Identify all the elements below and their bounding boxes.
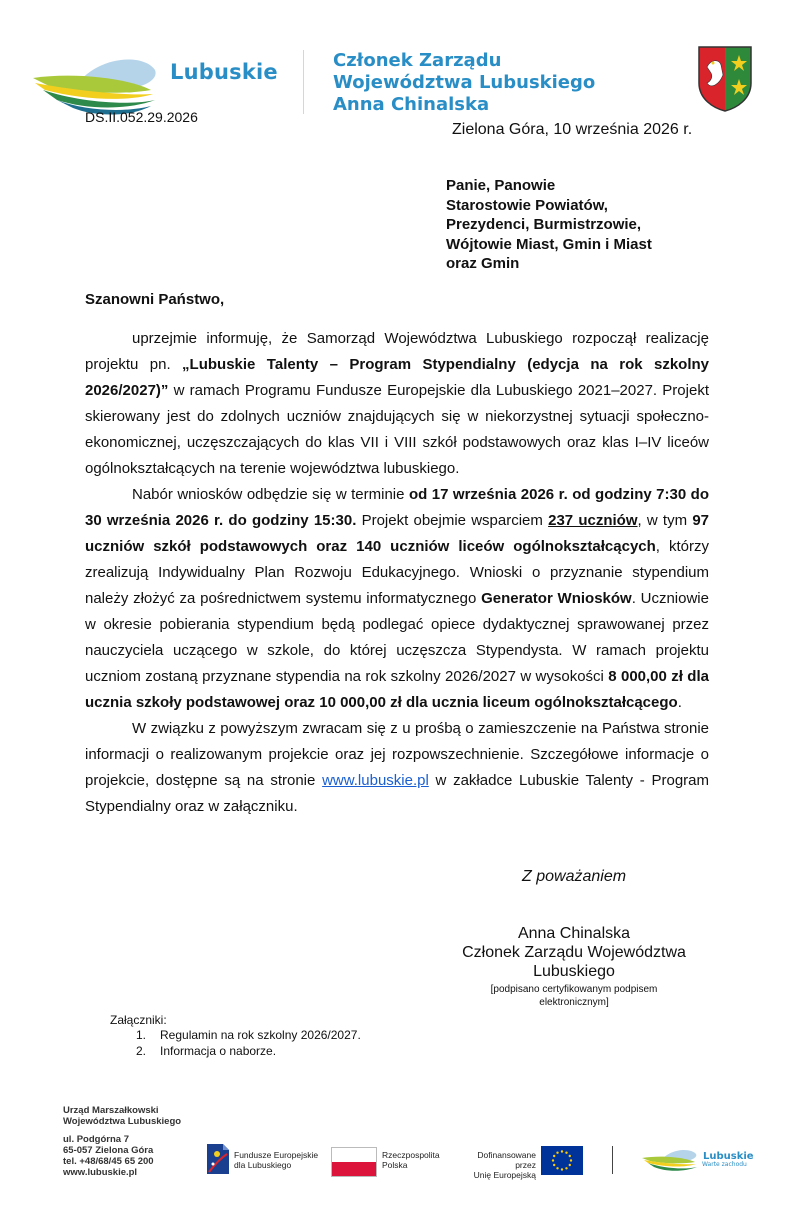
footer-address-line: ul. Podgórna 7 (63, 1134, 129, 1145)
signature-note-line: [podpisano certyfikowanym podpisem (490, 984, 658, 995)
attachments-list (136, 1027, 361, 1059)
text-run: w ramach Programu Fundusze Europejskie dla Lubuskiego 2021–2027. Projekt skierowany jest do zdolnych uczniów znajdujących się w niekorzystnej sytuacji społeczno-ekonomicznej, uczęszczających do klas VII i VIII szkół podstawowych oraz klas I–IV liceów ogólnokształcących na terenie województwa lubuskiego. (85, 382, 709, 477)
text-run: , którzy zrealizują Indywidualny Plan Rozwoju Edukacyjnego. Wnioski o przyznanie stypendium należy złożyć za pośrednictwem systemu informatycznego (85, 538, 709, 607)
footer-office (63, 1105, 181, 1127)
footer-office-line: Województwa Lubuskiego (63, 1116, 182, 1127)
footer-address-line: 65-057 Zielona Góra (63, 1145, 154, 1156)
attachments-label: Załączniki: (110, 1013, 167, 1027)
text-run: Projekt obejmie wsparciem (356, 512, 549, 529)
project-name: „Lubuskie Talenty – Program Stypendialny (edycja na rok szkolny 2026/2027)” (85, 356, 710, 399)
fundusze-europejskie-icon (205, 1142, 231, 1176)
salutation: Szanowni Państwo, (85, 291, 225, 308)
lubuskie-footer-logo-icon (642, 1146, 700, 1176)
paragraph-recruitment (85, 482, 709, 716)
attachment-name: Regulamin na rok szkolny 2026/2027. (160, 1028, 361, 1042)
fe-label-line: dla Lubuskiego (234, 1160, 292, 1170)
recipients-block (446, 176, 652, 274)
eu-cofunding-label (456, 1150, 536, 1180)
header-divider (303, 50, 304, 114)
footer-logo-tagline: Warte zachodu (702, 1161, 747, 1168)
text-run: W związku z powyższym zwracam się z u prośbą o zamieszczenie na Państwa stronie informacji o realizowanym projekcie oraz jej rozpowszechnienie. Szczegółowe informacje o projekcie, dostępne są na stronie (85, 720, 709, 789)
student-breakdown: 97 uczniów szkół podstawowych oraz 140 uczniów liceów ogólnokształcących (85, 512, 709, 555)
signature-note (440, 983, 708, 1009)
footer-logo-wordmark: Lubuskie (703, 1151, 754, 1162)
place-date: Zielona Góra, 10 września 2026 r. (452, 121, 693, 138)
list-item (136, 1027, 361, 1043)
footer-address-line: tel. +48/68/45 65 200 (63, 1156, 154, 1167)
paragraph-request (85, 716, 709, 820)
text-run: . (677, 694, 682, 711)
eu-label-line: Dofinansowane przez (477, 1150, 536, 1170)
rzeczpospolita-label (382, 1150, 440, 1170)
footer-address (63, 1134, 154, 1178)
signature-role: Członek Zarządu Województwa (462, 944, 686, 961)
rp-label-line: Polska (382, 1160, 408, 1170)
text-run: . Uczniowie w okresie pobierania stypendium będą podlegać opiece dydaktycznej sprawowanej przez nauczyciela uczącego w szkole, do której uczęszcza Stypendysta. W ramach projektu uczniom zostaną przyznane stypendia na rok szkolny 2026/2027 w wysokości (85, 590, 709, 685)
list-number: 2. (136, 1044, 147, 1058)
recipient-line: oraz Gmin (446, 255, 520, 272)
text-run: , w tym (637, 512, 693, 529)
scholarship-amounts: 8 000,00 zł dla ucznia szkoły podstawowej oraz 10 000,00 zł dla ucznia liceum ogólnokształcącego (85, 668, 709, 711)
header-title-line: Województwa Lubuskiego (333, 72, 596, 93)
text-run: Nabór wniosków odbędzie się w terminie (132, 486, 409, 503)
text-run: uprzejmie informuję, że Samorząd Województwa Lubuskiego rozpoczął realizację projektu pn. (85, 330, 709, 373)
text-run: w zakładce Lubuskie Talenty - Program Stypendialny oraz w załączniku. (85, 772, 709, 815)
rp-label-line: Rzeczpospolita (382, 1150, 440, 1160)
footer-office-line: Urząd Marszałkowski (63, 1105, 159, 1116)
closing: Z poważaniem (522, 868, 627, 885)
header-title-line: Anna Chinalska (333, 94, 490, 115)
header-logo-wordmark: Lubuskie (170, 60, 278, 84)
website-link[interactable]: www.lubuskie.pl (322, 772, 429, 789)
student-count: 237 uczniów (548, 512, 638, 529)
fundusze-europejskie-label (234, 1150, 318, 1170)
attachment-name: Informacja o naborze. (160, 1044, 277, 1058)
signature-name: Anna Chinalska (517, 925, 631, 942)
header-title (333, 50, 595, 116)
signature-block (440, 924, 708, 1009)
recipient-line: Panie, Panowie (446, 177, 556, 194)
footer-divider (612, 1146, 613, 1174)
recipient-line: Wójtowie Miast, Gmin i Miast (446, 235, 652, 253)
eu-label-line: Unię Europejską (473, 1170, 536, 1180)
header-title-line: Członek Zarządu (333, 50, 502, 71)
eu-flag-icon (541, 1146, 583, 1175)
system-name: Generator Wniosków (481, 590, 632, 607)
footer-address-line: www.lubuskie.pl (63, 1167, 138, 1178)
recruitment-dates: od 17 września 2026 r. od godziny 7:30 do 30 września 2026 r. do godziny 15:30. (85, 486, 709, 529)
recipient-line: Starostowie Powiatów, (446, 196, 608, 214)
recipient-line: Prezydenci, Burmistrzowie, (446, 216, 642, 233)
list-number: 1. (136, 1028, 147, 1042)
fe-label-line: Fundusze Europejskie (234, 1150, 319, 1160)
poland-flag-icon (331, 1147, 377, 1177)
letter-body (85, 326, 709, 820)
list-item (136, 1043, 361, 1059)
coat-of-arms-icon (697, 45, 753, 113)
signature-note-line: elektronicznym] (539, 997, 609, 1008)
paragraph-project-info (85, 326, 709, 482)
document-reference: DS.II.052.29.2026 (85, 109, 198, 125)
signature-role: Lubuskiego (533, 963, 615, 980)
